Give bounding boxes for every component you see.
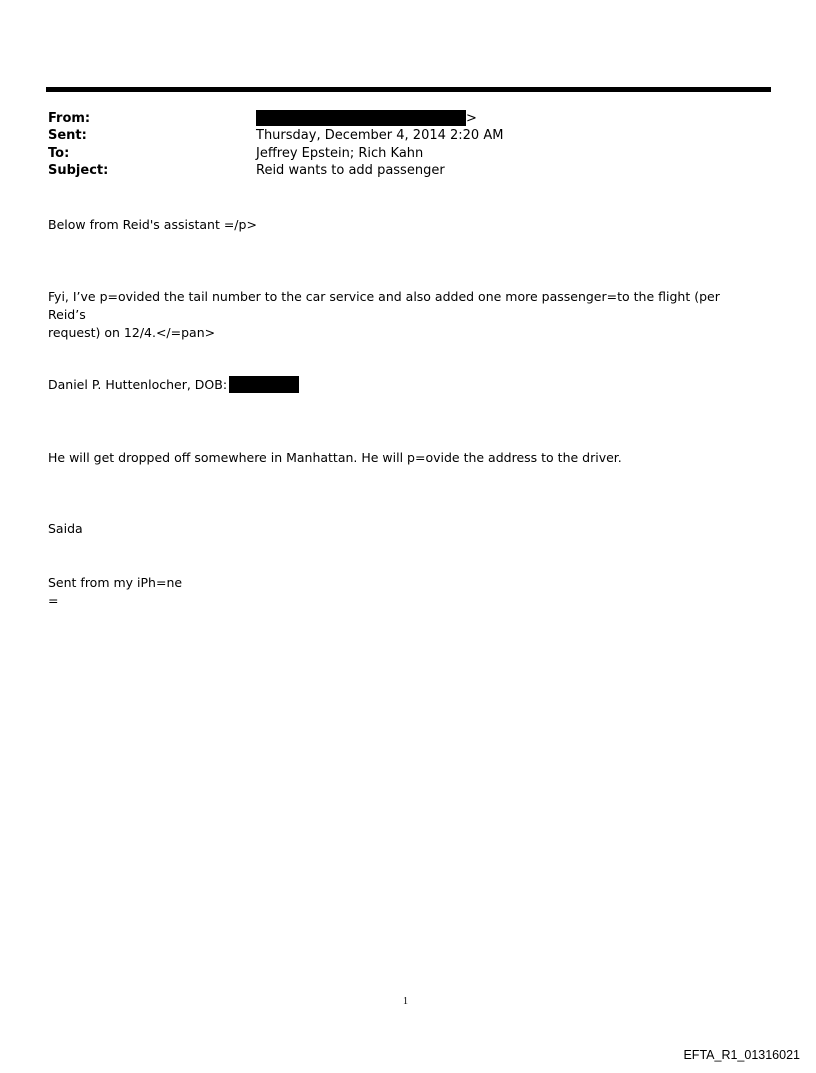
from-value [256,110,477,128]
body-paragraph-2 [48,288,738,342]
redaction-box [256,110,466,126]
bates-number: EFTA_R1_01316021 [683,1048,800,1062]
sent-from-line: Sent from my iPh=ne [48,575,183,590]
page-number: 1 [403,996,408,1007]
body-paragraph-2-line-b: request) on 12/4.</=pan> [48,325,216,340]
header-divider-rule [46,87,771,92]
sent-value: Thursday, December 4, 2014 2:20 AM [256,128,504,143]
header-from-row [48,110,748,128]
dob-line-text: Daniel P. Huttenlocher, DOB: [48,377,228,392]
body-paragraph-2-line-a: Fyi, I’ve p=ovided the tail number to the car service and also added one more passenger=to the flight (per Reid’s [48,289,720,322]
signature-name: Saida [48,521,83,536]
body-paragraph-3 [48,376,738,394]
trailing-equals-line: = [48,593,59,608]
header-subject-row [48,162,748,180]
from-value-suffix: > [466,111,477,126]
sent-label: Sent: [48,128,87,143]
body-paragraph-1: Below from Reid's assistant =/p> [48,217,257,232]
to-value: Jeffrey Epstein; Rich Kahn [256,146,424,161]
redaction-box [229,376,299,393]
subject-label: Subject: [48,163,109,178]
body-paragraph-6 [48,574,738,610]
subject-value: Reid wants to add passenger [256,163,445,178]
header-to-row [48,145,748,163]
body-paragraph-4: He will get dropped off somewhere in Manhattan. He will p=ovide the address to the driver. [48,450,622,465]
to-label: To: [48,146,70,161]
header-sent-row [48,127,748,145]
from-label: From: [48,111,91,126]
